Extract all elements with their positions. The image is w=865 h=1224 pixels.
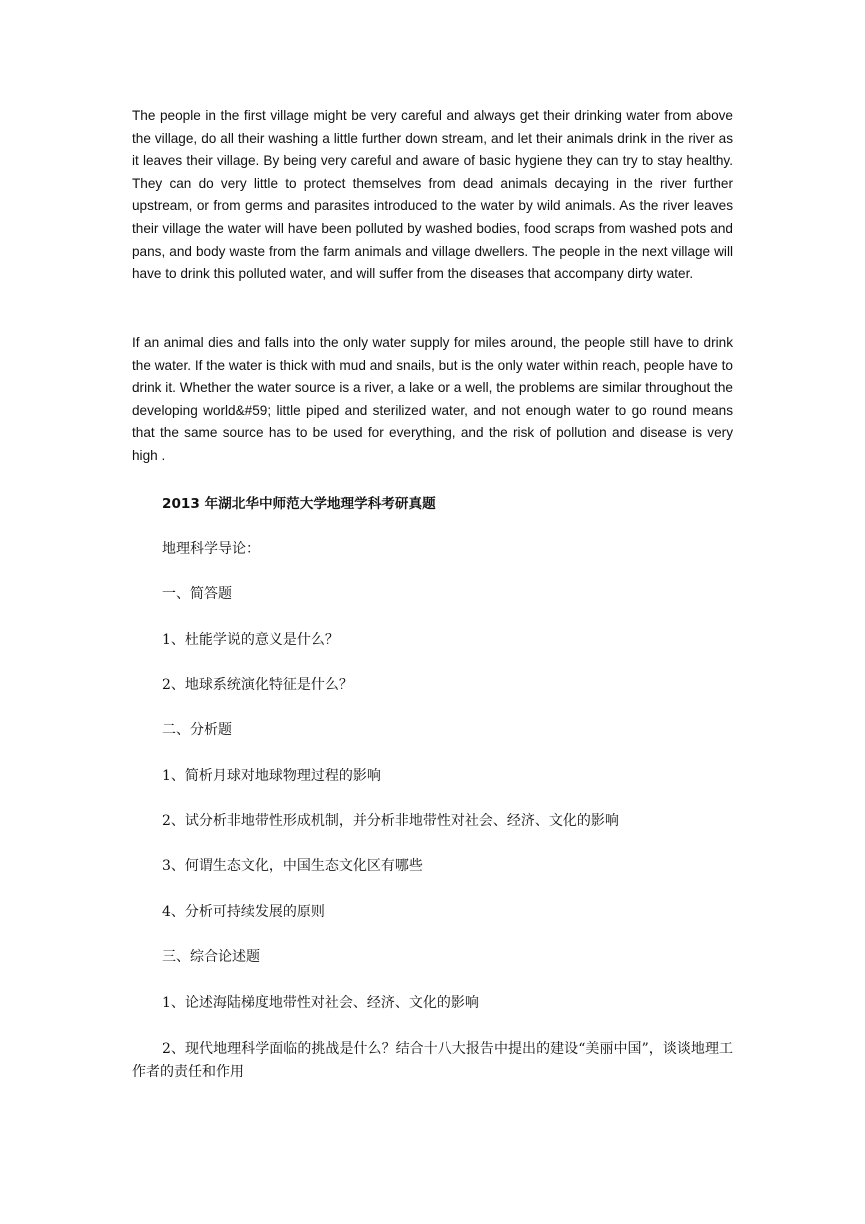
question-3-2: 2、现代地理科学面临的挑战是什么？结合十八大报告中提出的建设“美丽中国”，谈谈地理工作者的责任和作用 bbox=[132, 1041, 733, 1080]
question-3-1: 1、论述海陆梯度地带性对社会、经济、文化的影响 bbox=[162, 995, 479, 1011]
exam-title: 2013 年湖北华中师范大学地理学科考研真题 bbox=[162, 496, 436, 512]
section-2-heading: 二、分析题 bbox=[162, 722, 232, 738]
subject-heading: 地理科学导论： bbox=[162, 541, 260, 557]
section-3-heading: 三、综合论述题 bbox=[162, 949, 260, 965]
section-1-heading: 一、简答题 bbox=[162, 586, 232, 602]
english-paragraph-2: If an animal dies and falls into the only water supply for miles around, the people still have to drink the water. If the water is thick with mud and snails, but is the only water within reach, people have to drink it. Whether the water source is a river, a lake or a well, the problems are similar throughout the developing world&#59; little piped and sterilized water, and not enough water to go round means that the same source has to be used for everything, and the risk of pollution and disease is very high . bbox=[132, 335, 733, 463]
question-1-1: 1、杜能学说的意义是什么？ bbox=[162, 632, 339, 648]
english-paragraph-1: The people in the first village might be very careful and always get their drinking water from above the village, do all their washing a little further down stream, and let their animals drink in the river as it leaves their village. By being very careful and aware of basic hygiene they can try to stay healthy. They can do very little to protect themselves from dead animals decaying in the river further upstream, or from germs and parasites introduced to the water by wild animals. As the river leaves their village the water will have been polluted by washed bodies, food scraps from washed pots and pans, and body waste from the farm animals and village dwellers. The people in the next village will have to drink this polluted water, and will suffer from the diseases that accompany dirty water. bbox=[132, 108, 733, 282]
question-2-4: 4、分析可持续发展的原则 bbox=[162, 904, 325, 920]
question-2-3: 3、何谓生态文化，中国生态文化区有哪些 bbox=[162, 858, 423, 874]
question-2-1: 1、简析月球对地球物理过程的影响 bbox=[162, 768, 381, 784]
question-2-2: 2、试分析非地带性形成机制，并分析非地带性对社会、经济、文化的影响 bbox=[162, 813, 619, 829]
question-1-2: 2、地球系统演化特征是什么？ bbox=[162, 677, 353, 693]
